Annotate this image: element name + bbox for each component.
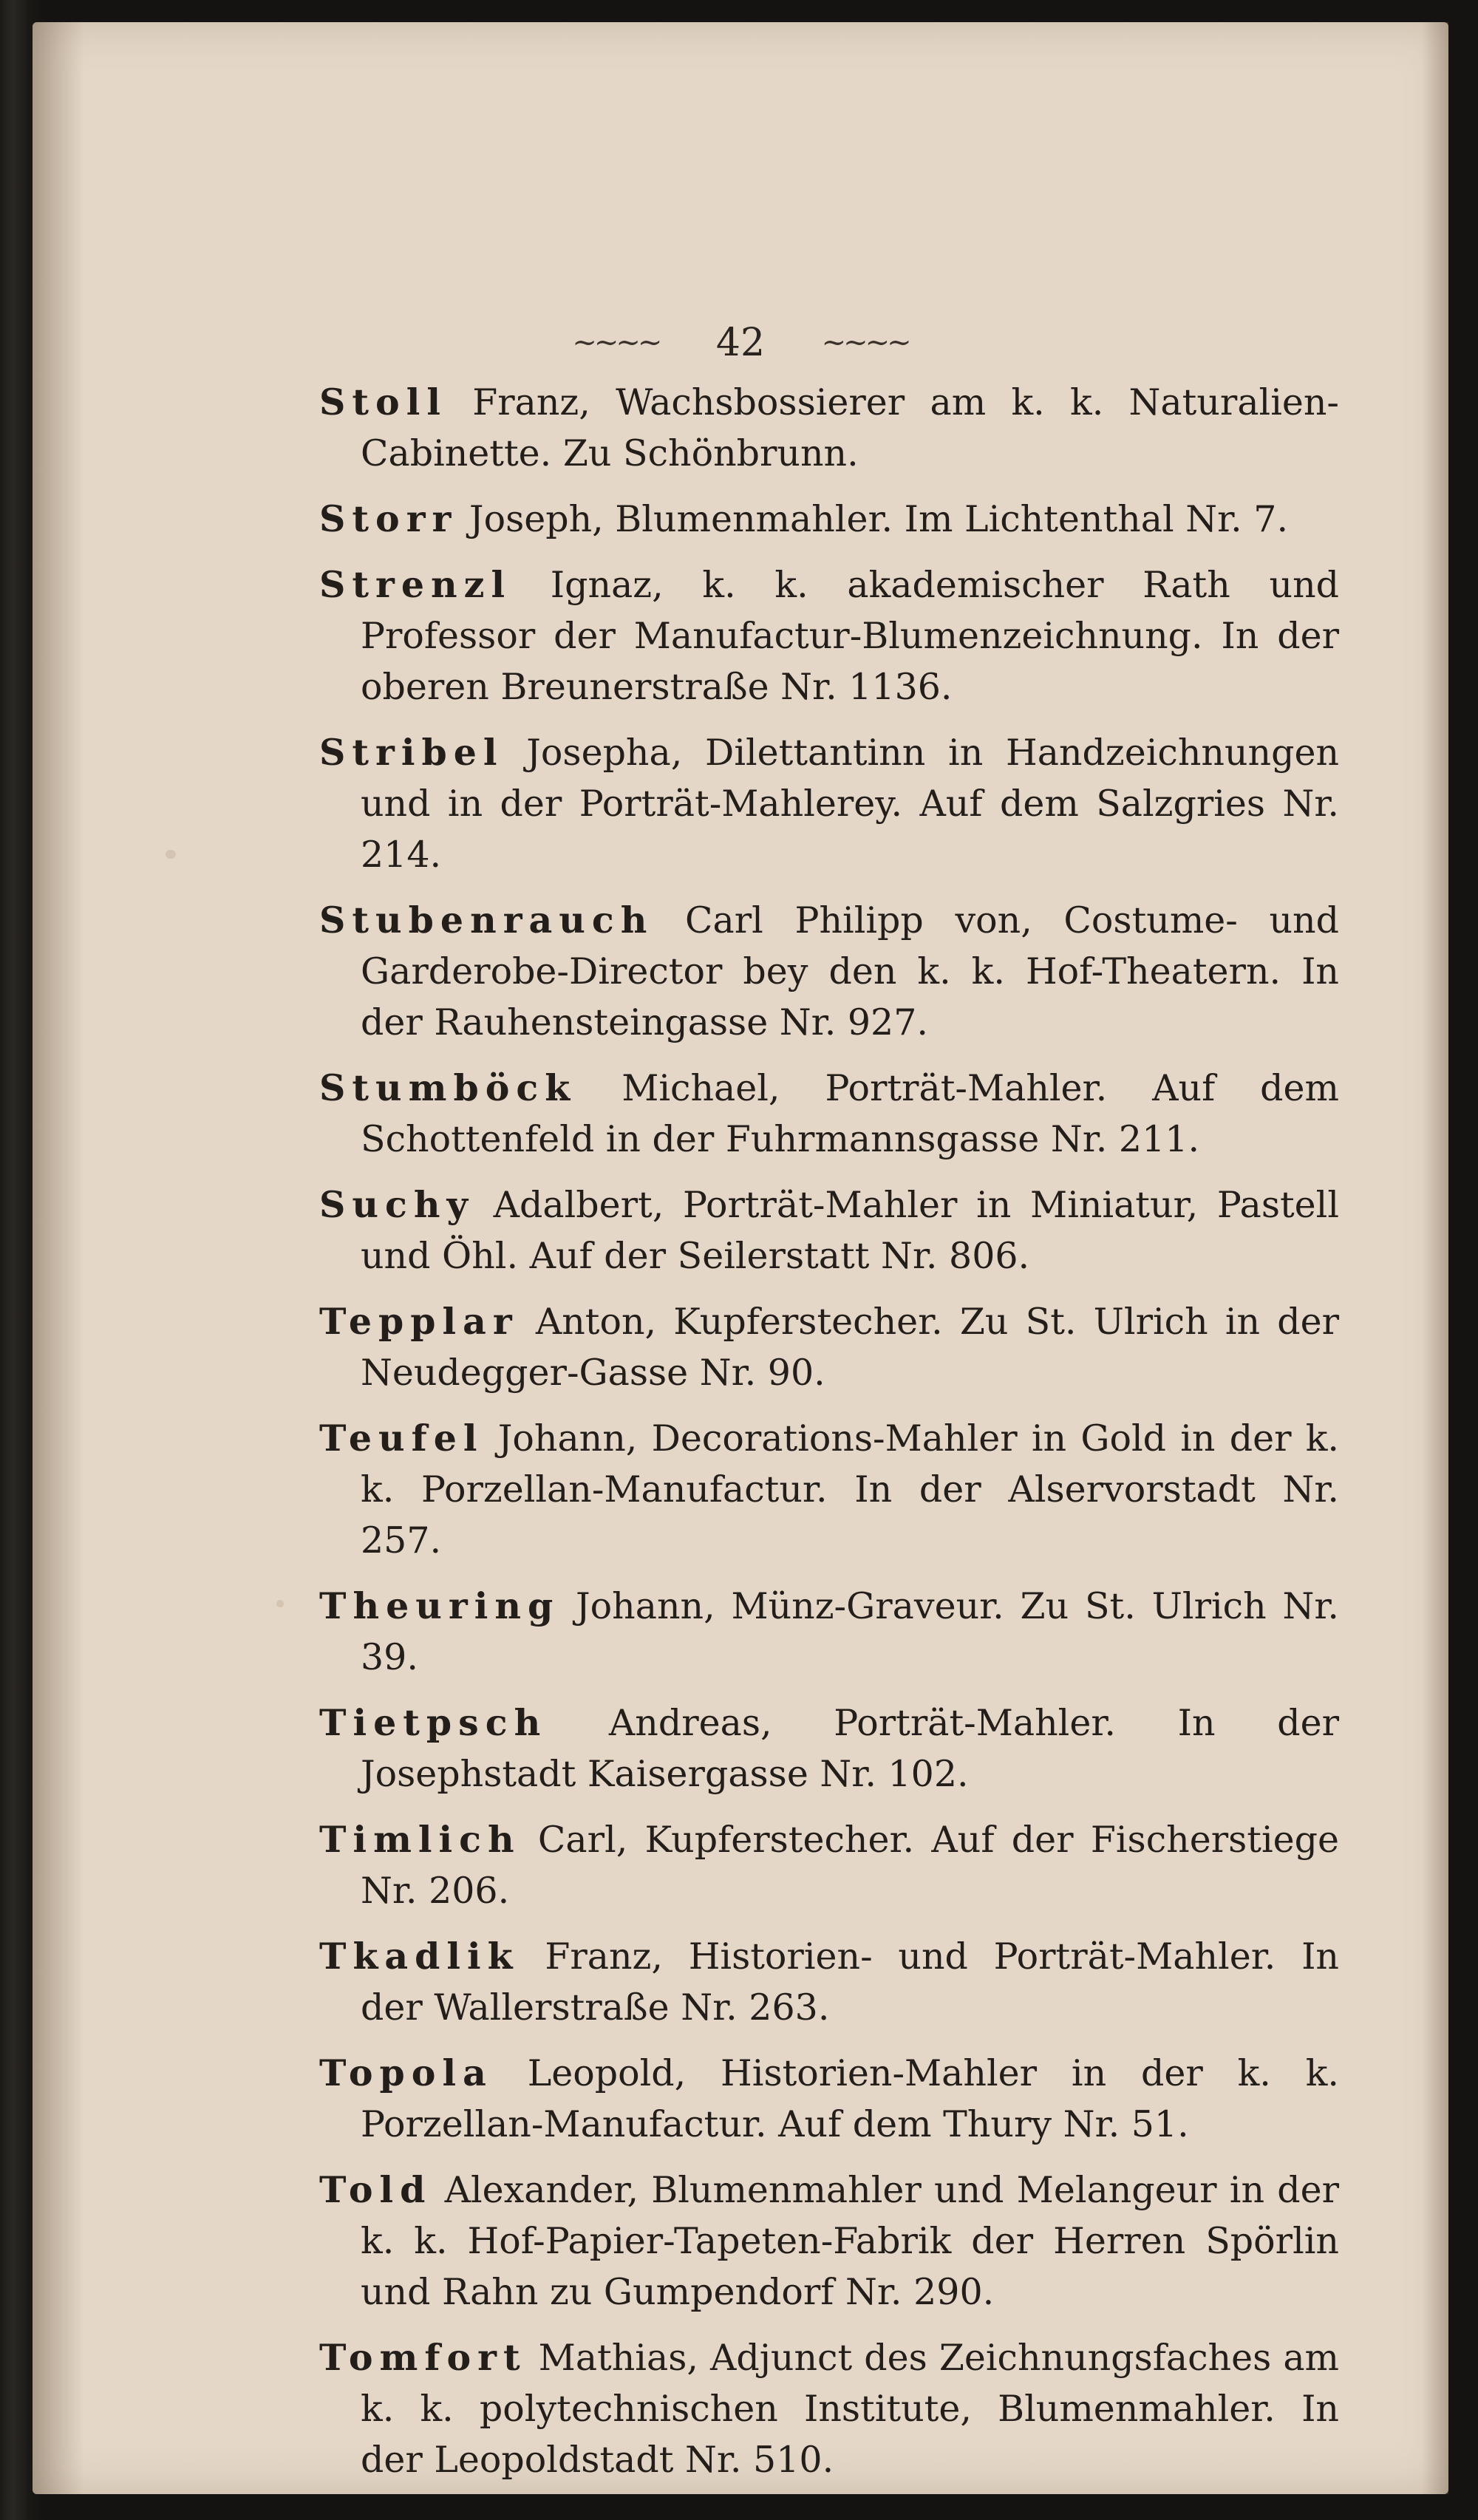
gutter-shadow: [33, 22, 84, 2494]
entry-surname: Tomfort: [319, 2336, 527, 2379]
entry-surname: Stubenrauch: [319, 899, 654, 941]
directory-entry: [319, 377, 1339, 479]
entry-surname: Tkadlik: [319, 1935, 520, 1978]
page-number: 42: [715, 320, 766, 365]
paper-spot: [276, 1600, 284, 1607]
entry-text: Josepha, Dilettantinn in Handzeichnungen und in der Porträt-Mahlerey. Auf dem Salzgries Nr. 214.: [361, 732, 1339, 876]
entry-surname: Tepplar: [319, 1300, 519, 1343]
ornament-left: ~~~~: [572, 325, 660, 360]
page-header: [33, 318, 1448, 365]
entry-surname: Stribel: [319, 731, 504, 774]
entry-surname: Timlich: [319, 1818, 521, 1861]
directory-entry: [319, 1179, 1339, 1281]
entry-text: Anton, Kupferstecher. Zu St. Ulrich in der Neudegger-Gasse Nr. 90.: [361, 1301, 1339, 1394]
entry-surname: Storr: [319, 497, 458, 540]
directory-entry: [319, 1697, 1339, 1799]
entry-text: Mathias, Adjunct des Zeichnungsfaches am k. k. polytechnischen Institute, Blumenmahler. In der Leopoldstadt Nr. 510.: [361, 2337, 1339, 2481]
directory-entry: [319, 2332, 1339, 2485]
entry-surname: Suchy: [319, 1183, 474, 1226]
directory-entry: [319, 494, 1339, 545]
directory-entries: [319, 377, 1339, 2500]
entry-text: Franz, Historien- und Porträt-Mahler. In der Wallerstraße Nr. 263.: [361, 1935, 1339, 2029]
directory-entry: [319, 1931, 1339, 2033]
page-edge-shadow: [1422, 22, 1448, 2494]
book-page: [33, 22, 1448, 2494]
entry-text: Alexander, Blumenmahler und Melangeur in der k. k. Hof-Papier-Tapeten-Fabrik der Herren Spörlin und Rahn zu Gumpendorf Nr. 290.: [361, 2169, 1339, 2313]
entry-surname: Tietpsch: [319, 1701, 548, 1744]
paper-spot: [166, 850, 176, 859]
entry-text: Johann, Decorations-Mahler in Gold in der k. k. Porzellan-Manufactur. In der Alservorstadt Nr. 257.: [361, 1417, 1339, 1562]
entry-text: Ignaz, k. k. akademischer Rath und Professor der Manufactur-Blumenzeichnung. In der oberen Breunerstraße Nr. 1136.: [361, 564, 1339, 708]
directory-entry: [319, 727, 1339, 880]
entry-surname: Topola: [319, 2051, 493, 2094]
directory-entry: [319, 1581, 1339, 1683]
entry-text: Michael, Porträt-Mahler. Auf dem Schottenfeld in der Fuhrmannsgasse Nr. 211.: [361, 1067, 1339, 1160]
directory-entry: [319, 1413, 1339, 1566]
directory-entry: [319, 1296, 1339, 1398]
entry-surname: Teufel: [319, 1417, 484, 1460]
directory-entry: [319, 1063, 1339, 1165]
directory-entry: [319, 2048, 1339, 2150]
entry-text: Leopold, Historien-Mahler in der k. k. Porzellan-Manufactur. Auf dem Thury Nr. 51.: [361, 2052, 1339, 2145]
entry-surname: Told: [319, 2168, 432, 2211]
entry-text: Carl Philipp von, Costume- und Garderobe-Director bey den k. k. Hof-Theatern. In der Rauhensteingasse Nr. 927.: [361, 899, 1339, 1043]
entry-text: Joseph, Blumenmahler. Im Lichtenthal Nr. 7.: [457, 498, 1289, 540]
entry-text: Carl, Kupferstecher. Auf der Fischerstiege Nr. 206.: [361, 1819, 1339, 1912]
directory-entry: [319, 895, 1339, 1048]
entry-text: Adalbert, Porträt-Mahler in Miniatur, Pastell und Öhl. Auf der Seilerstatt Nr. 806.: [361, 1184, 1339, 1277]
entry-text: Franz, Wachsbossierer am k. k. Naturalien-Cabinette. Zu Schönbrunn.: [361, 381, 1339, 474]
entry-surname: Stumböck: [319, 1066, 577, 1109]
directory-entry: [319, 559, 1339, 712]
entry-text: Andreas, Porträt-Mahler. In der Josephstadt Kaisergasse Nr. 102.: [361, 1702, 1339, 1795]
entry-surname: Theuring: [319, 1584, 560, 1627]
ornament-right: ~~~~: [821, 325, 909, 360]
entry-surname: Stoll: [319, 381, 447, 423]
directory-entry: [319, 1814, 1339, 1916]
entry-text: Johann, Münz-Graveur. Zu St. Ulrich Nr. 39.: [361, 1585, 1339, 1678]
entry-surname: Strenzl: [319, 563, 512, 606]
directory-entry: [319, 2165, 1339, 2318]
